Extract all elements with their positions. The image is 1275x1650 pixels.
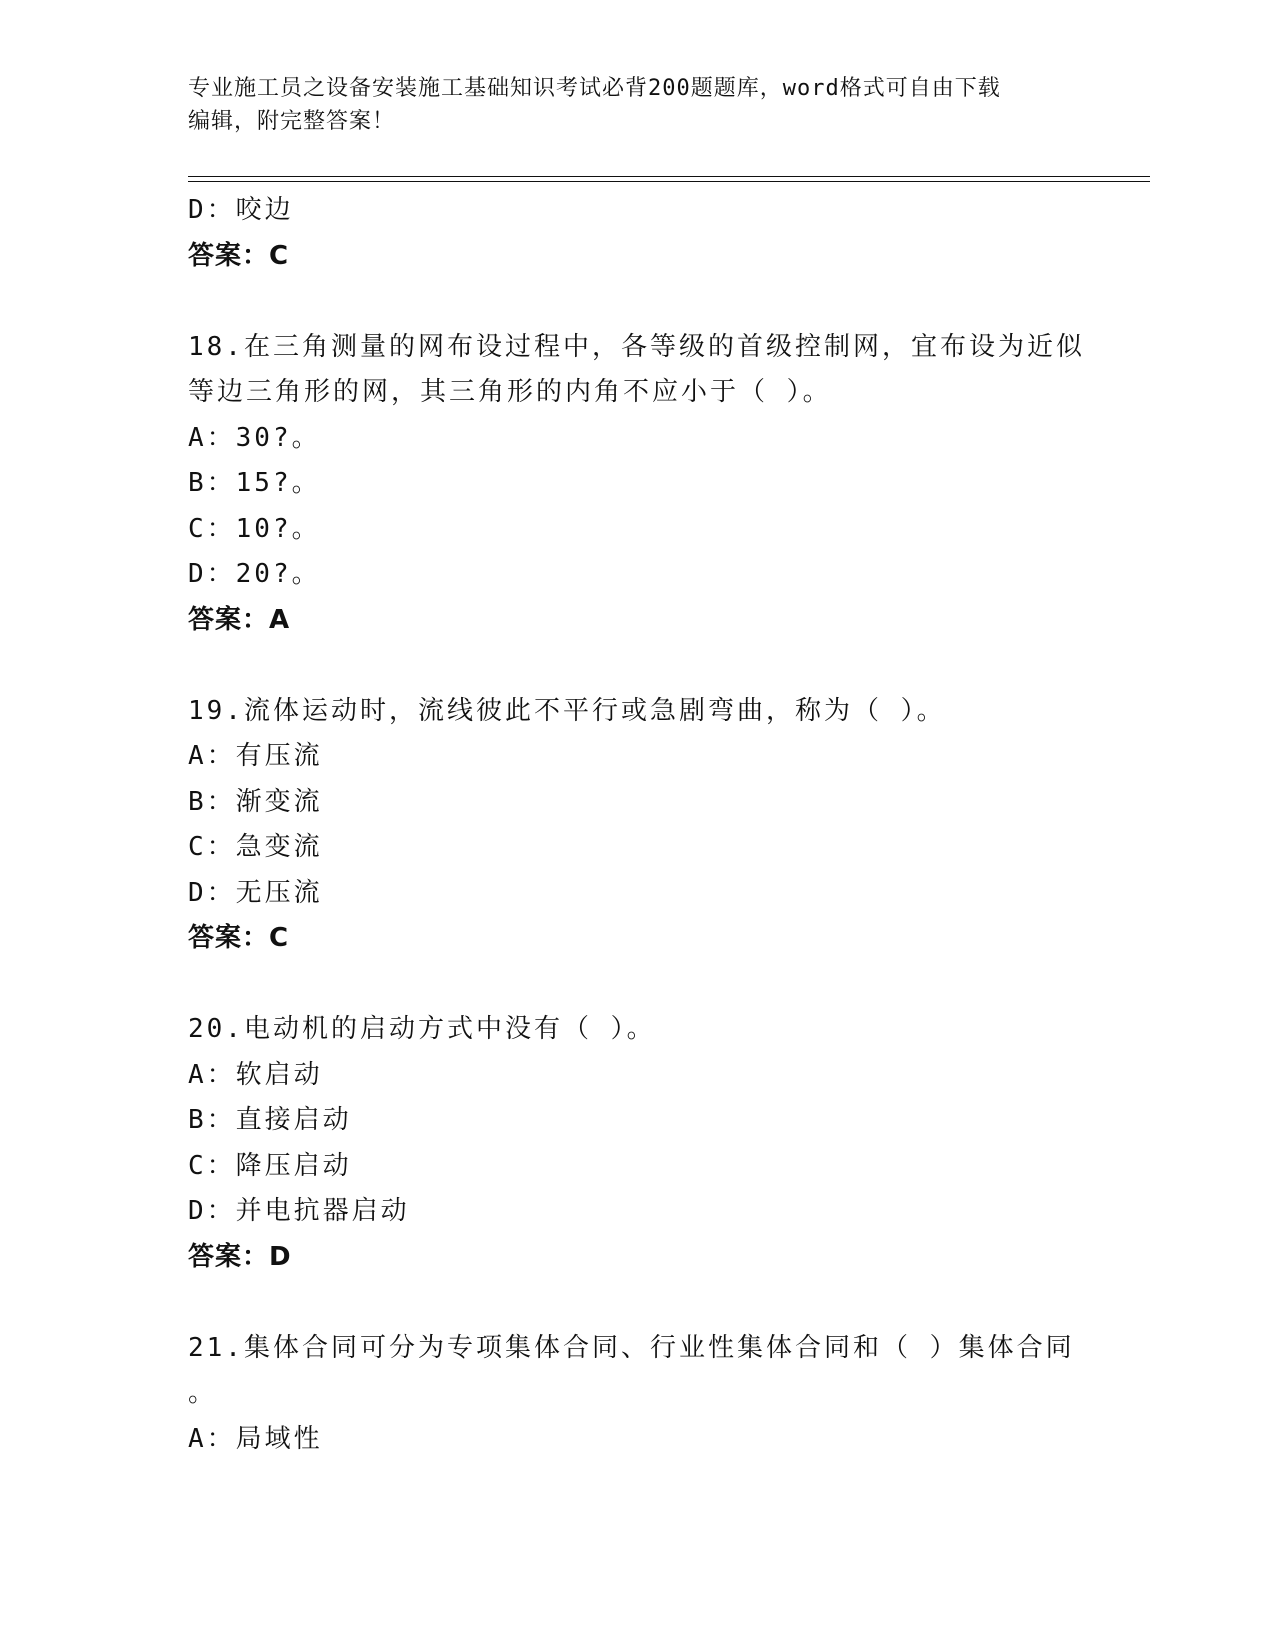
q20-stem-line-1: 20.电动机的启动方式中没有（ ）。: [188, 1014, 656, 1044]
question-18: [188, 325, 1088, 644]
q18-stem-line-2: 等边三角形的网，其三角形的内角不应小于（ ）。: [188, 377, 832, 407]
q18-option-c: C：10?。: [188, 513, 321, 544]
q17-option-d: D：咬边: [188, 195, 294, 225]
q19-option-a: A：有压流: [188, 741, 323, 771]
question-19: [188, 689, 1088, 962]
header-rule-top: [188, 176, 1150, 177]
question-21: [188, 1326, 1088, 1463]
q19-option-c: C：急变流: [188, 832, 323, 862]
q20-option-c: C：降压启动: [188, 1150, 352, 1181]
q18-stem-line-1: 18.在三角测量的网布设过程中，各等级的首级控制网，宜布设为近似: [188, 331, 1085, 362]
q17-answer: 答案：C: [188, 240, 290, 271]
q21-option-a: A：局域性: [188, 1423, 323, 1454]
page-header: [188, 72, 1088, 138]
header-line-2: 编辑，附完整答案！: [188, 109, 396, 134]
spacer: [188, 1280, 1088, 1326]
q18-option-a: A：30?。: [188, 422, 321, 453]
spacer: [188, 643, 1088, 689]
q19-option-d: D：无压流: [188, 877, 323, 908]
q20-option-a: A：软启动: [188, 1059, 323, 1090]
question-20: [188, 1007, 1088, 1280]
q19-option-b: B：渐变流: [188, 786, 323, 817]
q19-answer: 答案：C: [188, 923, 290, 953]
header-line-1: 专业施工员之设备安装施工基础知识考试必背200题题库，word格式可自由下载: [188, 76, 1001, 101]
spacer: [188, 279, 1088, 325]
spacer: [188, 962, 1088, 1008]
header-rule-bottom: [188, 181, 1150, 182]
q20-option-b: B：直接启动: [188, 1105, 352, 1135]
q18-option-b: B：15?。: [188, 468, 321, 498]
q21-stem-line-2: 。: [188, 1378, 218, 1408]
q19-stem-line-1: 19.流体运动时，流线彼此不平行或急剧弯曲，称为（ ）。: [188, 695, 946, 726]
q21-stem-line-1: 21.集体合同可分为专项集体合同、行业性集体合同和（ ）集体合同: [188, 1332, 1075, 1363]
q18-answer: 答案：A: [188, 604, 291, 635]
q20-answer: 答案：D: [188, 1241, 292, 1272]
q20-option-d: D：并电抗器启动: [188, 1196, 410, 1226]
question-list: [188, 188, 1088, 1462]
q18-option-d: D：20?。: [188, 559, 321, 589]
